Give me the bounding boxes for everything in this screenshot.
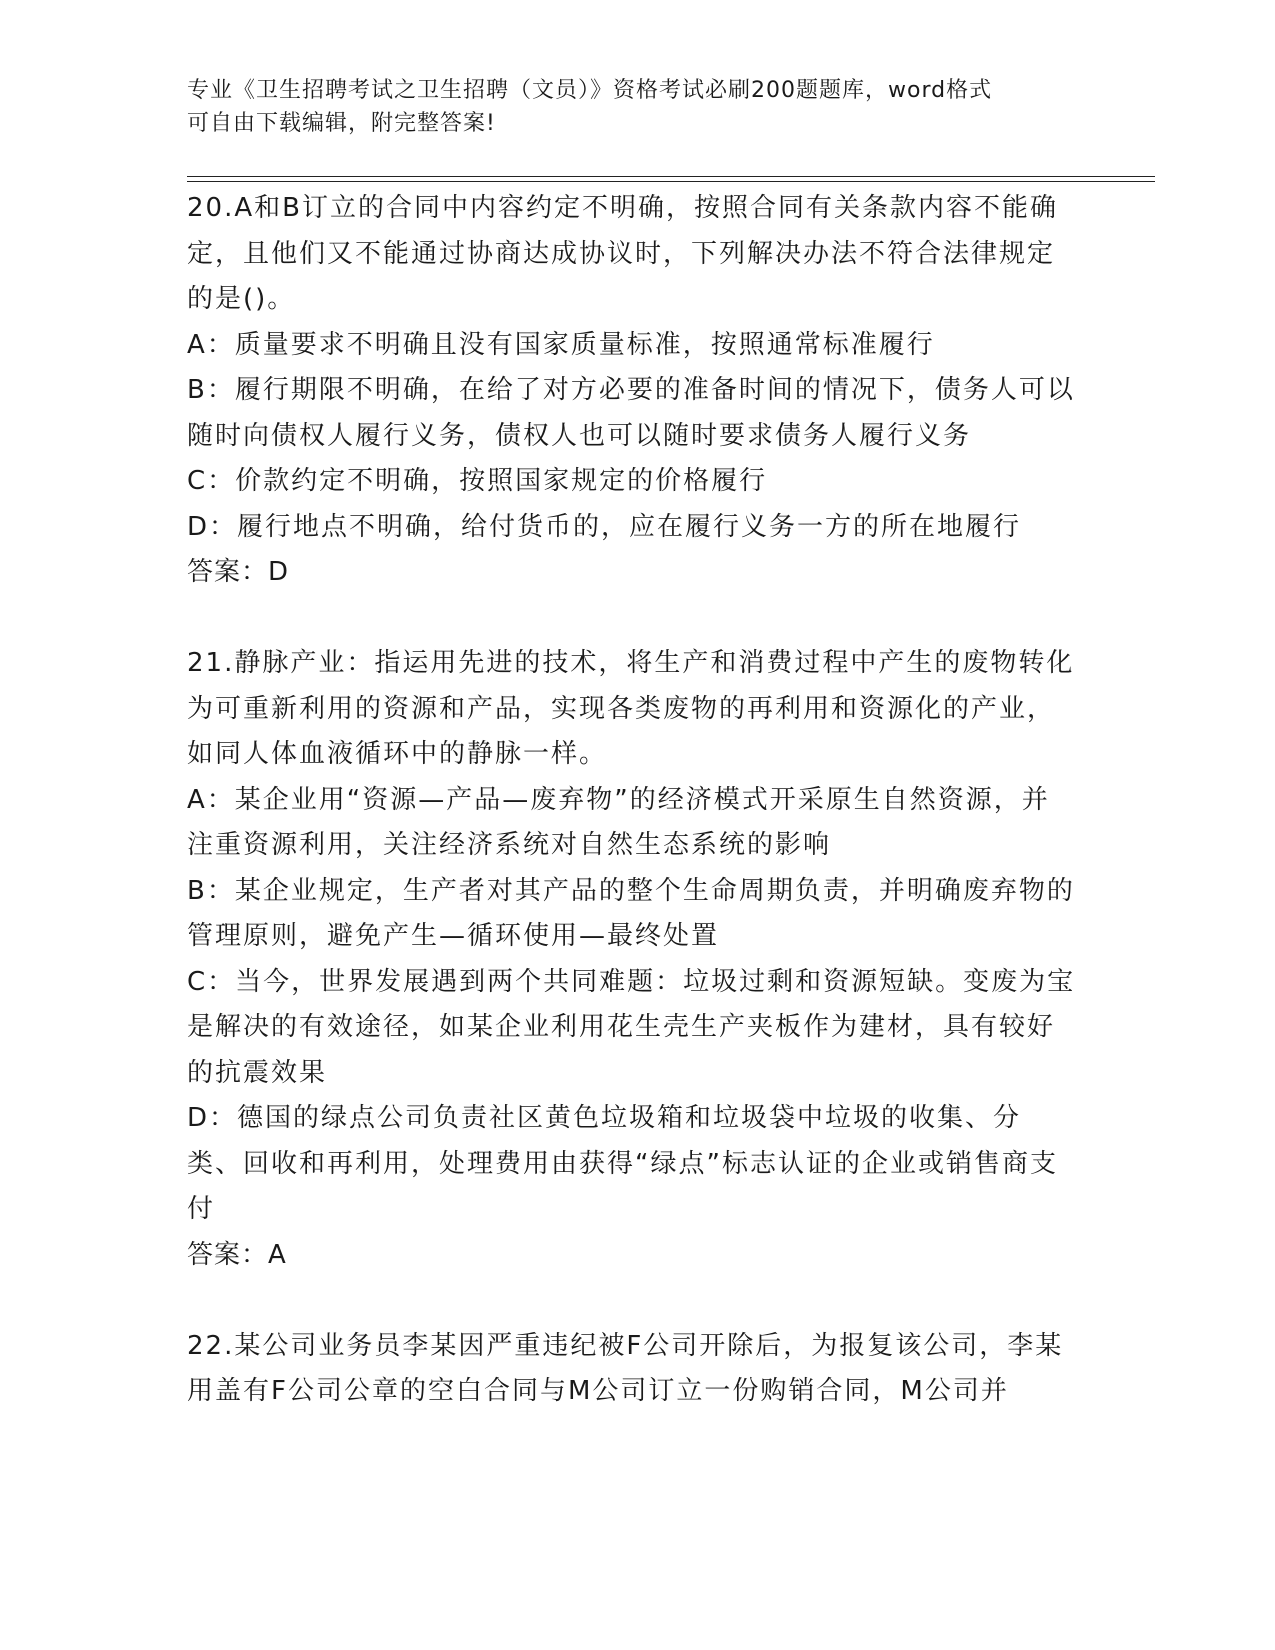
question-21 <box>187 641 1077 1278</box>
document-header <box>187 74 1067 140</box>
header-divider-bottom <box>187 181 1155 182</box>
option-d: D：德国的绿点公司负责社区黄色垃圾箱和垃圾袋中垃圾的收集、分类、回收和再利用，处理费用由获得“绿点”标志认证的企业或销售商支付 <box>187 1103 1058 1224</box>
question-spacer <box>187 1278 1077 1324</box>
question-spacer <box>187 596 1077 642</box>
option-a: A：质量要求不明确且没有国家质量标准，按照通常标准履行 <box>187 329 935 360</box>
header-divider-top <box>187 176 1155 177</box>
question-22 <box>187 1324 1077 1415</box>
option-c: C：价款约定不明确，按照国家规定的价格履行 <box>187 466 768 496</box>
question-text: 20.A和B订立的合同中内容约定不明确，按照合同有关条款内容不能确定，且他们又不能通过协商达成协议时，下列解决办法不符合法律规定的是()。 <box>187 193 1058 314</box>
answer-line: 答案：A <box>187 1239 287 1270</box>
option-b: B：某企业规定，生产者对其产品的整个生命周期负责，并明确废弃物的管理原则，避免产生—循环使用—最终处置 <box>187 875 1075 951</box>
option-b: B：履行期限不明确，在给了对方必要的准备时间的情况下，债务人可以随时向债权人履行义务，债权人也可以随时要求债务人履行义务 <box>187 375 1075 451</box>
option-d: D：履行地点不明确，给付货币的，应在履行义务一方的所在地履行 <box>187 511 1022 542</box>
header-line-1: 专业《卫生招聘考试之卫生招聘（文员）》资格考试必刷200题题库，word格式 <box>187 78 993 103</box>
header-line-2: 可自由下载编辑，附完整答案! <box>187 111 496 136</box>
question-20 <box>187 186 1077 596</box>
question-text: 21.静脉产业：指运用先进的技术，将生产和消费过程中产生的废物转化为可重新利用的资源和产品，实现各类废物的再利用和资源化的产业，如同人体血液循环中的静脉一样。 <box>187 648 1075 769</box>
question-text: 22.某公司业务员李某因严重违纪被F公司开除后，为报复该公司，李某用盖有F公司公章的空白合同与M公司订立一份购销合同，M公司并 <box>187 1330 1064 1406</box>
option-c: C：当今，世界发展遇到两个共同难题：垃圾过剩和资源短缺。变废为宝是解决的有效途径，如某企业利用花生壳生产夹板作为建材，具有较好的抗震效果 <box>187 966 1076 1088</box>
option-a: A：某企业用“资源—产品—废弃物”的经济模式开采原生自然资源，并注重资源利用，关注经济系统对自然生态系统的影响 <box>187 784 1050 860</box>
question-list <box>187 186 1077 1415</box>
answer-line: 答案：D <box>187 557 290 587</box>
